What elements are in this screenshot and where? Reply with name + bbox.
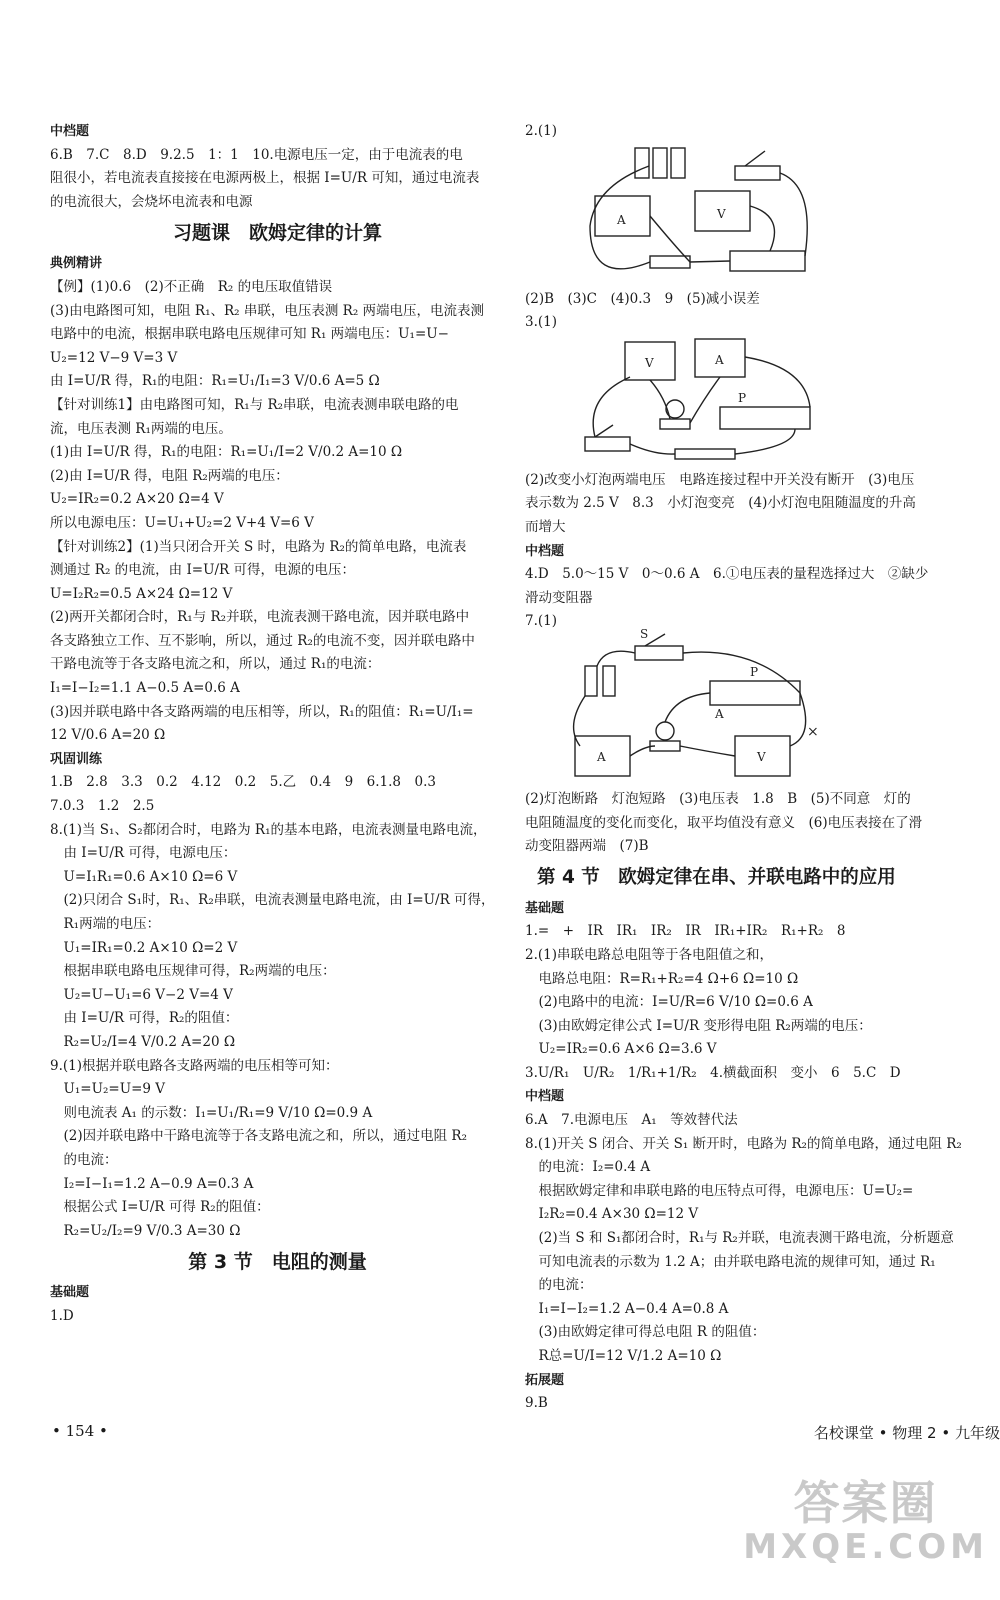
section-heading: 巩固训练 [50, 751, 103, 767]
answer-line: 动变阻器两端 (7)B [525, 838, 649, 855]
answer-line: 1.B 2.8 3.3 0.2 4.12 0.2 5.乙 0.4 9 6.1.8 0.3 [50, 774, 436, 791]
answer-line: I₂R₂=0.4 A×30 Ω=12 V [525, 1206, 699, 1223]
answer-line: 【针对训练2】(1)当只闭合开关 S 时，电路为 R₂的简单电路，电流表 [50, 538, 467, 555]
answer-line: (2)B (3)C (4)0.3 9 (5)减小误差 [525, 290, 760, 307]
answer-line: 【针对训练1】由电路图可知，R₁与 R₂串联，电流表测串联电路的电 [50, 396, 459, 413]
answer-line: 根据串联电路电压规律可得，R₂两端的电压： [50, 963, 336, 980]
answer-line: 9.B [525, 1395, 548, 1412]
left-column [50, 120, 505, 1329]
answer-line: 则电流表 A₁ 的示数：I₁=U₁/R₁=9 V/10 Ω=0.9 A [50, 1104, 373, 1121]
answer-line: 6.A 7.电源电压 A₁ 等效替代法 [525, 1112, 738, 1129]
page-number: • 154 • [52, 1422, 108, 1440]
answer-line: 1.= + IR IR₁ IR₂ IR IR₁+IR₂ R₁+R₂ 8 [525, 923, 846, 940]
svg-text:A: A [617, 212, 626, 227]
answer-line: U=I₂R₂=0.5 A×24 Ω=12 V [50, 585, 233, 602]
watermark-logo [743, 1478, 988, 1566]
answer-line: U₁=IR₁=0.2 A×10 Ω=2 V [50, 939, 238, 956]
answer-line: 【例】(1)0.6 (2)不正确 R₂ 的电压取值错误 [50, 278, 333, 295]
watermark-text: 答案圈 [793, 1476, 938, 1530]
answer-line: 8.(1)当 S₁、S₂都闭合时，电路为 R₁的基本电路，电流表测量电路电流， [50, 821, 487, 838]
circuit-diagram [555, 146, 973, 286]
answer-line: U=I₁R₁=0.6 A×10 Ω=6 V [50, 868, 238, 885]
svg-text:A: A [715, 352, 724, 367]
answer-line: U₂=IR₂=0.2 A×20 Ω=4 V [50, 491, 224, 508]
answer-line: 的电流： [525, 1277, 593, 1294]
answer-line: (2)当 S 和 S₁都闭合时，R₁与 R₂并联，电流表测干路电流，分析题意 [525, 1230, 954, 1247]
answer-line: U₂=IR₂=0.6 A×6 Ω=3.6 V [525, 1041, 717, 1058]
answer-line: (1)由 I=U/R 得，R₁的电阻：R₁=U₁/I=2 V/0.2 A=10 Ω [50, 444, 403, 461]
answer-line: (3)由欧姆定律公式 I=U/R 变形得电阻 R₂两端的电压： [525, 1017, 872, 1034]
answer-line: 各支路独立工作、互不影响，所以，通过 R₂的电流不变，因并联电路中 [50, 632, 475, 649]
answer-line: 2.(1)串联电路总电阻等于各电阻值之和， [525, 946, 774, 963]
answer-line: (2)由 I=U/R 得，电阻 R₂两端的电压： [50, 467, 289, 484]
section-heading: 基础题 [50, 1285, 90, 1301]
answer-line: 2.(1) [525, 123, 558, 139]
circuit-figure-2 [555, 146, 825, 286]
answer-line: 电阻随温度的变化而变化，取平均值没有意义 (6)电压表接在了滑 [525, 814, 923, 831]
answer-line: (2)电路中的电流：I=U/R=6 V/10 Ω=0.6 A [525, 994, 813, 1011]
svg-text:S: S [640, 626, 649, 641]
answer-line: (2)改变小灯泡两端电压 电路连接过程中开关没有断开 (3)电压 [525, 471, 915, 488]
answer-line: (3)因并联电路中各支路两端的电压相等，所以，R₁的阻值：R₁=U/I₁= [50, 703, 474, 720]
answer-line: 由 I=U/R 可得，R₂的阻值： [50, 1010, 239, 1027]
answer-line: R₂=U₂/I₂=9 V/0.3 A=30 Ω [50, 1222, 241, 1239]
circuit-figure-7 [555, 626, 835, 786]
answer-line: R₂=U₂/I=4 V/0.2 A=20 Ω [50, 1033, 236, 1050]
answer-line: 阻很小，若电流表直接接在电源两极上，根据 I=U/R 可知，通过电流表 [50, 170, 480, 187]
section-heading: 中档题 [50, 124, 90, 139]
lesson-title: 第 4 节 欧姆定律在串、并联电路中的应用 [537, 866, 896, 888]
answer-line: 根据公式 I=U/R 可得 R₂的阻值： [50, 1199, 270, 1216]
section-heading: 中档题 [525, 543, 565, 559]
answer-line: 电路中的电流，根据串联电路电压规律可知 R₁ 两端电压：U₁=U− [50, 326, 449, 343]
svg-text:×: × [807, 723, 819, 740]
answer-line: 的电流： [50, 1151, 118, 1168]
answer-line: U₁=U₂=U=9 V [50, 1081, 166, 1098]
svg-text:V: V [645, 355, 654, 370]
answer-line: 3.(1) [525, 314, 558, 331]
answer-line: R₁两端的电压： [50, 916, 161, 932]
answer-line: 7.(1) [525, 613, 558, 630]
answer-line: 8.(1)开关 S 闭合、开关 S₁ 断开时，电路为 R₂的简单电路，通过电阻 R₂ [525, 1135, 962, 1152]
section-heading: 中档题 [525, 1089, 565, 1105]
answer-line: 可知电流表的示数为 1.2 A；由并联电路电流的规律可知，通过 R₁ [525, 1253, 936, 1270]
circuit-diagram [555, 337, 973, 467]
answer-line: U₂=12 V−9 V=3 V [50, 349, 178, 366]
book-footer: 名校课堂 • 物理 2 • 九年级 [813, 1424, 1000, 1442]
answer-line: (2)两开关都闭合时，R₁与 R₂并联，电流表测干路电流，因并联电路中 [50, 609, 470, 626]
answer-line: 7.0.3 1.2 2.5 [50, 798, 155, 815]
answer-line: 电路总电阻：R=R₁+R₂=4 Ω+6 Ω=10 Ω [525, 970, 799, 987]
answer-line: U₂=U−U₁=6 V−2 V=4 V [50, 986, 233, 1003]
answer-line: 由 I=U/R 得，R₁的电阻：R₁=U₁/I₁=3 V/0.6 A=5 Ω [50, 373, 380, 390]
right-column [525, 120, 973, 1416]
answer-line: 1.D [50, 1307, 74, 1324]
circuit-diagram [555, 626, 973, 786]
watermark-url: MXQE.COM [743, 1527, 988, 1567]
answer-line: R总=U/I=12 V/1.2 A=10 Ω [525, 1348, 722, 1364]
svg-text:P: P [738, 390, 747, 405]
svg-text:V: V [757, 749, 766, 764]
lesson-title: 第 3 节 电阻的测量 [188, 1251, 367, 1274]
answer-line: 6.B 7.C 8.D 9.2.5 1：1 10.电源电压一定，由于电流表的电 [50, 146, 463, 163]
answer-line: 9.(1)根据并联电路各支路两端的电压相等可知： [50, 1057, 339, 1074]
answer-line: I₂=I−I₁=1.2 A−0.9 A=0.3 A [50, 1175, 254, 1192]
answer-line: 4.D 5.0～15 V 0～0.6 A 6.①电压表的量程选择过大 ②缺少 [525, 566, 929, 583]
section-heading: 典例精讲 [50, 256, 103, 272]
answer-line: 表示数为 2.5 V 8.3 小灯泡变亮 (4)小灯泡电阻随温度的升高 [525, 495, 916, 512]
answer-line: (3)由欧姆定律可得总电阻 R 的阻值： [525, 1324, 766, 1341]
answer-line: 滑动变阻器 [525, 589, 593, 606]
svg-text:P: P [750, 664, 759, 679]
circuit-figure-3 [555, 337, 825, 467]
answer-line: I₁=I−I₂=1.1 A−0.5 A=0.6 A [50, 680, 240, 697]
answer-line: I₁=I−I₂=1.2 A−0.4 A=0.8 A [525, 1300, 729, 1317]
answer-line: (2)只闭合 S₁时，R₁、R₂串联，电流表测量电路电流，由 I=U/R 可得， [50, 892, 495, 909]
section-heading: 拓展题 [525, 1372, 565, 1388]
svg-text:A: A [597, 749, 606, 764]
svg-text:V: V [717, 206, 726, 221]
answer-line: 干路电流等于各支路电流之和，所以，通过 R₁的电流： [50, 656, 381, 673]
section-heading: 基础题 [525, 900, 565, 916]
answer-line: 12 V/0.6 A=20 Ω [50, 727, 166, 744]
answer-line: (2)灯泡断路 灯泡短路 (3)电压表 1.8 B (5)不同意 灯的 [525, 790, 911, 807]
answer-line: 3.U/R₁ U/R₂ 1/R₁+1/R₂ 4.横截面积 变小 6 5.C D [525, 1064, 901, 1081]
answer-line: 而增大 [525, 518, 566, 535]
lesson-title: 习题课 欧姆定律的计算 [172, 222, 382, 245]
answer-line: 测通过 R₂ 的电流，由 I=U/R 可得，电源的电压： [50, 562, 355, 579]
answer-line: 根据欧姆定律和串联电路的电压特点可得，电源电压：U=U₂= [525, 1182, 914, 1199]
answer-line: (2)因并联电路中干路电流等于各支路电流之和，所以，通过电阻 R₂ [50, 1128, 467, 1145]
answer-line: 流，电压表测 R₁两端的电压。 [50, 420, 232, 437]
answer-line: 由 I=U/R 可得，电源电压： [50, 845, 237, 862]
answer-line: (3)由电路图可知，电阻 R₁、R₂ 串联，电压表测 R₂ 两端电压，电流表测 [50, 302, 485, 319]
answer-line: 的电流很大，会烧坏电流表和电源 [50, 193, 253, 210]
svg-text:A: A [715, 706, 724, 721]
answer-line: 所以电源电压：U=U₁+U₂=2 V+4 V=6 V [50, 514, 314, 531]
answer-line: 的电流：I₂=0.4 A [525, 1159, 651, 1176]
